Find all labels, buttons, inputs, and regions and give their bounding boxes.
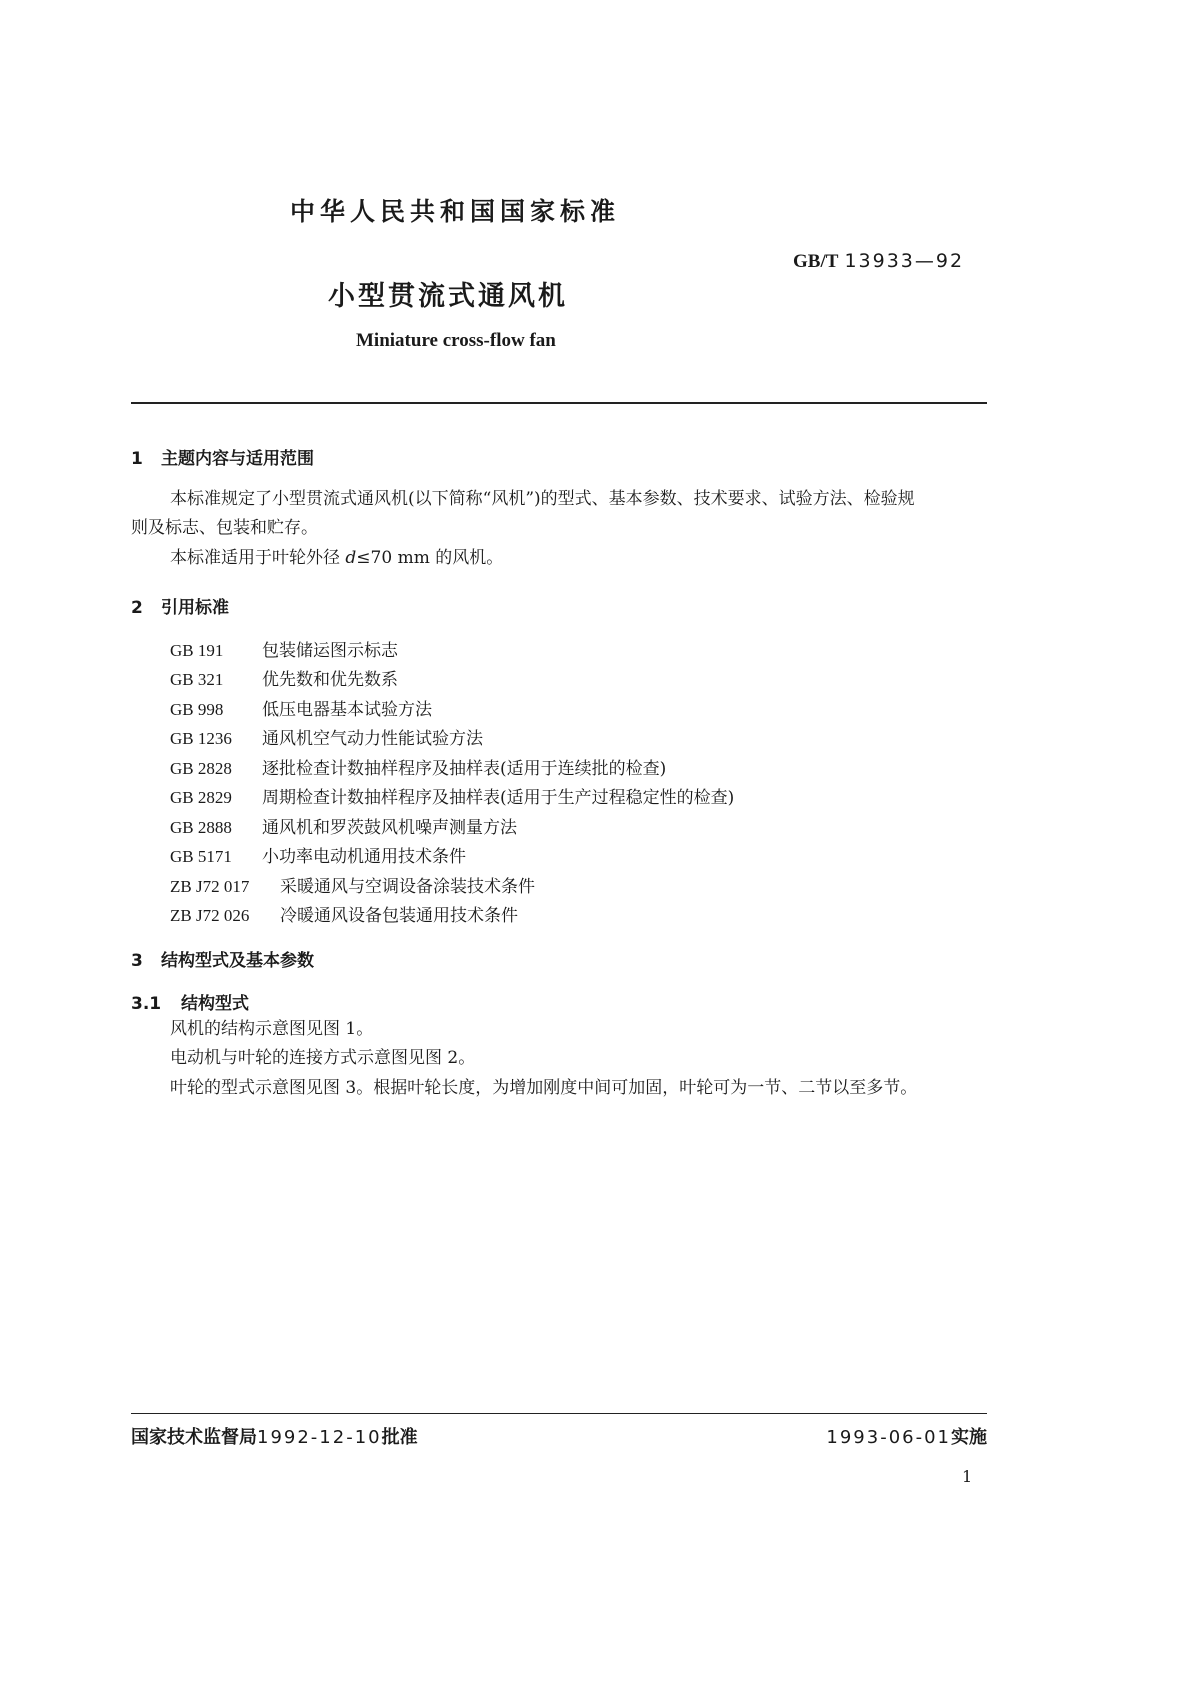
- section-1-heading: [131, 444, 314, 469]
- section-3-1-line: 电动机与叶轮的连接方式示意图见图 2。: [170, 1048, 476, 1068]
- standard-code: [793, 250, 964, 273]
- national-standard-heading: 中华人民共和国国家标准: [290, 197, 621, 226]
- reference-code: GB 998: [170, 700, 224, 719]
- implementation-word: 实施: [951, 1427, 987, 1448]
- reference-code: ZB J72 017: [170, 877, 250, 896]
- reference-item: [170, 724, 483, 749]
- reference-code: GB 1236: [170, 729, 232, 748]
- reference-code: GB 5171: [170, 847, 232, 866]
- reference-item: [170, 636, 398, 661]
- reference-title: 周期检查计数抽样程序及抽样表(适用于生产过程稳定性的检查): [262, 788, 735, 808]
- reference-item: [170, 695, 432, 720]
- scope-variable: d: [345, 548, 357, 568]
- reference-item: [170, 842, 466, 867]
- section-3-heading: [131, 946, 314, 971]
- reference-item: [170, 754, 666, 779]
- reference-title: 冷暖通风设备包装通用技术条件: [280, 906, 518, 926]
- scope-text-post: ≤70 mm 的风机。: [356, 548, 504, 568]
- scope-text-pre: 本标准适用于叶轮外径: [170, 548, 346, 568]
- section-2-number: 2: [131, 598, 143, 618]
- section-3-1-line: 风机的结构示意图见图 1。: [170, 1019, 374, 1039]
- document-title-en: Miniature cross-flow fan: [356, 330, 556, 351]
- implementation-info: [826, 1423, 987, 1449]
- section-2-title: 引用标准: [161, 598, 229, 618]
- approval-date: 1992-12-10: [257, 1427, 382, 1448]
- section-3-number: 3: [131, 951, 143, 971]
- footer-divider: [131, 1413, 987, 1414]
- reference-item: [170, 665, 398, 690]
- document-title-cn: 小型贯流式通风机: [328, 281, 568, 312]
- reference-item: [170, 901, 518, 926]
- reference-code: GB 2829: [170, 788, 232, 807]
- reference-title: 逐批检查计数抽样程序及抽样表(适用于连续批的检查): [262, 759, 667, 779]
- reference-title: 包装储运图示标志: [262, 641, 398, 661]
- reference-title: 采暖通风与空调设备涂装技术条件: [280, 877, 535, 897]
- reference-code: GB 2828: [170, 759, 232, 778]
- reference-item: [170, 813, 517, 838]
- reference-title: 通风机和罗茨鼓风机噪声测量方法: [262, 818, 517, 838]
- section-1-title: 主题内容与适用范围: [161, 449, 314, 469]
- standard-code-number: 13933—92: [844, 250, 965, 272]
- section-3-title: 结构型式及基本参数: [161, 951, 314, 971]
- reference-code: ZB J72 026: [170, 906, 250, 925]
- approval-org: 国家技术监督局: [131, 1427, 257, 1448]
- page-number: 1: [962, 1467, 973, 1486]
- reference-code: GB 321: [170, 670, 224, 689]
- section-1-paragraph-1-line-2: 则及标志、包装和贮存。: [131, 518, 318, 538]
- section-3-1-line: 叶轮的型式示意图见图 3。根据叶轮长度，为增加刚度中间可加固，叶轮可为一节、二节以至多节。: [170, 1078, 918, 1098]
- section-3-1-heading: [131, 989, 249, 1014]
- reference-title: 低压电器基本试验方法: [262, 700, 432, 720]
- approval-word: 批准: [381, 1427, 418, 1448]
- section-2-heading: [131, 593, 229, 618]
- reference-code: GB 191: [170, 641, 224, 660]
- approval-info: [131, 1423, 418, 1449]
- reference-title: 通风机空气动力性能试验方法: [262, 729, 483, 749]
- section-3-1-number: 3.1: [131, 994, 162, 1014]
- implementation-date: 1993-06-01: [826, 1427, 951, 1448]
- header-divider: [131, 402, 987, 404]
- reference-title: 小功率电动机通用技术条件: [262, 847, 466, 867]
- section-1-number: 1: [131, 449, 143, 469]
- standard-code-prefix: GB/T: [793, 251, 839, 272]
- reference-code: GB 2888: [170, 818, 232, 837]
- section-3-1-title: 结构型式: [181, 994, 249, 1014]
- reference-title: 优先数和优先数系: [262, 670, 398, 690]
- section-1-paragraph-1-line-1: 本标准规定了小型贯流式通风机(以下简称“风机”)的型式、基本参数、技术要求、试验方法、检验规: [170, 489, 915, 509]
- reference-item: [170, 783, 734, 808]
- section-1-paragraph-2: [170, 544, 503, 572]
- reference-item: [170, 872, 535, 897]
